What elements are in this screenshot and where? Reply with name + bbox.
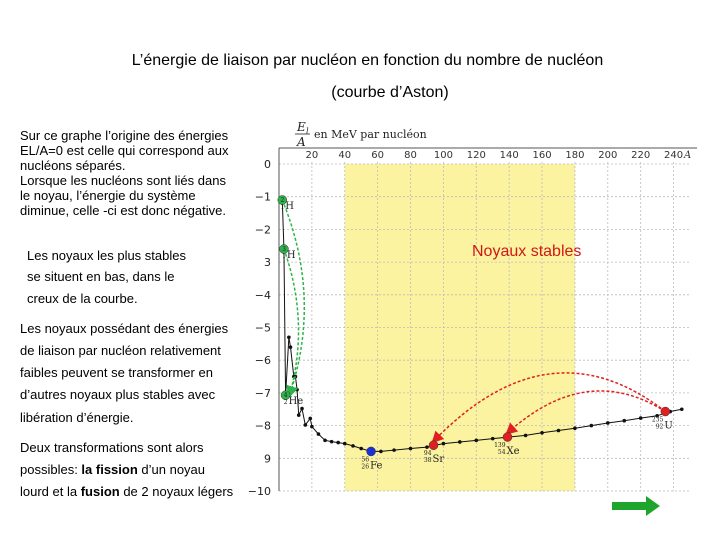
nucleus-label bbox=[282, 246, 296, 261]
curve-data-point bbox=[491, 437, 495, 441]
nucleus-symbol: Fe bbox=[370, 460, 383, 472]
y-tick-label: −2 bbox=[254, 223, 271, 237]
nucleus-mass-number: 94 bbox=[423, 450, 432, 458]
curve-data-point bbox=[622, 419, 626, 423]
nucleus-marker bbox=[367, 447, 376, 456]
curve-data-point bbox=[336, 441, 340, 445]
page-subtitle: (courbe d’Aston) bbox=[331, 84, 449, 101]
curve-data-point bbox=[343, 442, 347, 446]
nucleus-charge-number: 2 bbox=[283, 399, 288, 407]
x-tick-label: 160 bbox=[532, 150, 552, 161]
x-tick-label: 220 bbox=[631, 150, 651, 161]
curve-data-point bbox=[351, 444, 355, 448]
nucleus-symbol: Xe bbox=[506, 446, 520, 458]
page-title: L’énergie de liaison par nucléon en fonction du nombre de nucléon bbox=[131, 52, 604, 69]
curve-data-point bbox=[392, 448, 396, 452]
text-line: Deux transformations sont alors bbox=[20, 440, 204, 455]
nucleus-charge-number: 54 bbox=[497, 449, 506, 457]
text-line: diminue, celle -ci est donc négative. bbox=[20, 203, 226, 218]
text-line: de liaison par nucléon relativement bbox=[20, 343, 221, 358]
x-tick-label: 140 bbox=[499, 150, 519, 161]
text-line: le noyau, l’énergie du système bbox=[20, 188, 196, 203]
y-tick-label: 9 bbox=[264, 452, 271, 466]
y-tick-label: −7 bbox=[254, 386, 271, 400]
curve-data-point bbox=[304, 423, 308, 427]
y-tick-label: 3 bbox=[264, 256, 271, 270]
nucleus-charge-number: 1 bbox=[282, 253, 286, 261]
text-line: Les noyaux possédant des énergies bbox=[20, 321, 229, 336]
curve-data-point bbox=[474, 439, 478, 443]
y-tick-label: 0 bbox=[264, 158, 271, 171]
curve-data-point bbox=[330, 440, 334, 444]
text-fragment: possibles: bbox=[20, 462, 82, 477]
curve-data-point bbox=[680, 407, 684, 411]
curve-data-point bbox=[359, 447, 363, 451]
curve-data-point bbox=[442, 442, 446, 446]
curve-data-point bbox=[409, 447, 413, 451]
x-tick-label: 180 bbox=[565, 150, 585, 161]
x-tick-label: 200 bbox=[598, 150, 618, 161]
nucleus-label bbox=[652, 417, 673, 432]
curve-data-point bbox=[524, 434, 528, 438]
x-tick-label: 120 bbox=[466, 150, 486, 161]
stable-region-label: Noyaux stables bbox=[472, 243, 582, 260]
y-tick-label: −5 bbox=[254, 321, 271, 335]
nucleus-marker bbox=[661, 407, 670, 416]
nucleus-marker bbox=[429, 441, 438, 450]
text-line: se situent en bas, dans le bbox=[27, 269, 175, 284]
nucleus-charge-number: 38 bbox=[423, 457, 432, 465]
curve-data-point bbox=[425, 445, 429, 449]
y-axis-label-unit: en MeV par nucléon bbox=[314, 128, 427, 141]
text-line: nucléons séparés. bbox=[20, 158, 126, 173]
text-fragment: lourd et la bbox=[20, 484, 81, 499]
x-axis-label: A bbox=[684, 150, 692, 161]
nucleus-symbol: U bbox=[664, 420, 673, 432]
curve-data-point bbox=[590, 424, 594, 428]
text-line: EL/A=0 est celle qui correspond aux bbox=[20, 143, 229, 158]
y-tick-label: −6 bbox=[254, 354, 271, 368]
keyword-fission: la fission bbox=[81, 462, 138, 477]
nucleus-mass-number: 56 bbox=[361, 456, 370, 464]
nucleus-mass-number: 139 bbox=[494, 442, 506, 450]
curve-data-point bbox=[573, 426, 577, 430]
curve-data-point bbox=[606, 421, 610, 425]
nucleus-mass-number: 235 bbox=[651, 416, 664, 424]
y-tick-label: −8 bbox=[254, 419, 271, 433]
text-line: Sur ce graphe l’origine des énergies bbox=[20, 128, 229, 143]
text-fragment: de 2 noyaux légers bbox=[119, 484, 234, 499]
x-tick-label: 60 bbox=[371, 150, 385, 161]
x-tick-label: 240 bbox=[664, 150, 684, 161]
curve-data-point bbox=[310, 425, 314, 429]
curve-data-point bbox=[289, 345, 293, 349]
nucleus-mass-number: 3 bbox=[282, 246, 286, 254]
y-tick-label: −1 bbox=[254, 190, 271, 204]
nucleus-mass-number: 2 bbox=[280, 196, 285, 204]
nucleus-mass-number: 4 bbox=[283, 392, 288, 400]
curve-data-point bbox=[308, 417, 312, 421]
y-axis-label-denominator: A bbox=[297, 135, 306, 149]
curve-data-point bbox=[639, 416, 643, 420]
nucleus-symbol: H bbox=[286, 250, 296, 262]
nucleus-label bbox=[280, 197, 294, 212]
curve-data-point bbox=[458, 440, 462, 444]
text-fragment: d’un noyau bbox=[137, 462, 206, 477]
curve-data-point bbox=[557, 429, 561, 433]
nucleus-charge-number: 1 bbox=[280, 203, 285, 211]
text-line: faibles peuvent se transformer en bbox=[20, 365, 213, 380]
y-tick-label: −4 bbox=[254, 288, 271, 302]
text-line: Lorsque les nucléons sont liés dans bbox=[20, 173, 226, 188]
text-line: d’autres noyaux plus stables avec bbox=[20, 387, 216, 402]
curve-data-point bbox=[379, 450, 383, 454]
x-tick-label: 80 bbox=[404, 150, 417, 161]
nucleus-charge-number: 92 bbox=[655, 423, 664, 431]
curve-data-point bbox=[287, 336, 291, 340]
keyword-fusion: fusion bbox=[80, 484, 120, 499]
curve-data-point bbox=[300, 407, 304, 411]
nucleus-symbol: He bbox=[288, 396, 304, 408]
text-line: creux de la courbe. bbox=[27, 291, 138, 306]
y-axis-label-numerator: E bbox=[297, 120, 306, 134]
nucleus-symbol: Sr bbox=[432, 454, 445, 466]
nucleus-symbol: H bbox=[285, 200, 295, 212]
nucleus-label bbox=[284, 392, 304, 407]
text-line: Les noyaux les plus stables bbox=[27, 248, 186, 263]
next-slide-arrow-icon[interactable] bbox=[612, 496, 660, 516]
x-tick-label: 20 bbox=[305, 150, 319, 161]
curve-data-point bbox=[323, 439, 327, 443]
curve-data-point bbox=[297, 413, 301, 417]
nucleus-marker bbox=[503, 433, 512, 442]
x-tick-label: 40 bbox=[338, 150, 352, 161]
y-axis-label-subscript: l bbox=[306, 127, 309, 136]
text-line: libération d’énergie. bbox=[20, 410, 134, 425]
y-tick-label: −10 bbox=[247, 485, 271, 498]
curve-data-point bbox=[317, 432, 321, 436]
x-tick-label: 100 bbox=[433, 150, 453, 161]
nucleus-charge-number: 26 bbox=[361, 463, 370, 471]
curve-data-point bbox=[540, 431, 544, 435]
curve-data-point bbox=[295, 388, 299, 392]
